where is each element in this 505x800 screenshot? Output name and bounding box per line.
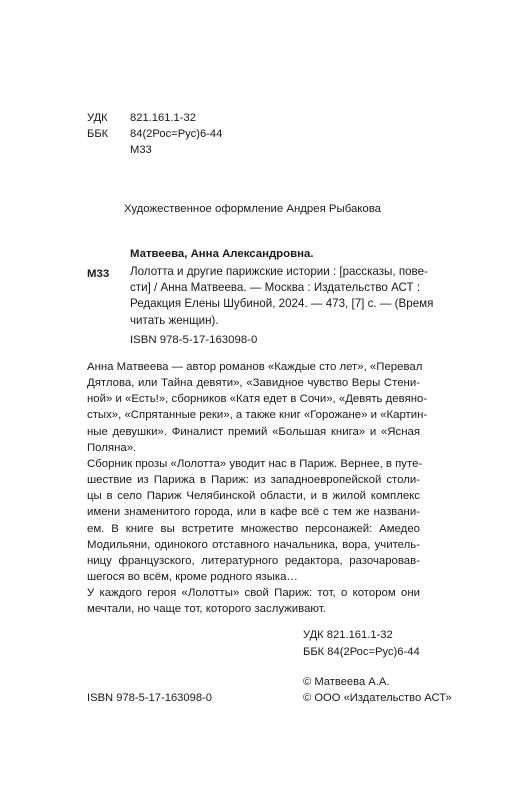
bbk-label: ББК: [87, 128, 109, 140]
annotation-line: Анна Матвеева — автор романов «Каждые сто лет», «Перевал: [87, 361, 423, 373]
bib-line: сти] / Анна Матвеева. — Москва : Издательство АСТ :: [130, 281, 421, 295]
annotation-line: Поляна».: [87, 441, 137, 454]
design-credits: Художественное оформление Андрея Рыбакова: [123, 203, 382, 215]
annotation-line: ницу французского, литературного редактора, разочаровав-: [87, 554, 420, 567]
annotation-line: Дятлова, или Тайна девяти», «Завидное чувство Веры Стени-: [87, 377, 420, 390]
footer-isbn: ISBN 978-5-17-163098-0: [87, 692, 213, 704]
annotation-line: мечтали, но чаще тот, которого заслуживают.: [87, 603, 326, 616]
footer-udk: УДК 821.161.1-32: [303, 629, 393, 641]
annotation-line: ные девушки». Финалист премий «Большая книга» и «Ясная: [87, 425, 420, 438]
copyright-author: © Матвеева А.А.: [303, 676, 390, 688]
author-heading: Матвеева, Анна Александровна.: [130, 248, 314, 260]
annotation: [87, 359, 428, 618]
udk-label: УДК: [87, 112, 108, 124]
annotation-line: ем. В книге вы встретите множество персонажей: Амедео: [87, 522, 420, 535]
isbn-record: ISBN 978-5-17-163098-0: [130, 334, 258, 346]
bib-line: Редакция Елены Шубиной, 2024. — 473, [7] с. — (Время: [130, 297, 434, 311]
annotation-line: шествие из Парижа в Париж: из западноевропейской столи-: [87, 474, 420, 487]
author-sign-top: М33: [130, 144, 152, 156]
bib-line: Лолотта и другие парижские истории : [рассказы, пове-: [130, 265, 428, 278]
annotation-line: шегося во всём, кроме родного языка…: [87, 571, 298, 584]
annotation-line: цы в село Париж Челябинской области, и в жилой комплекс: [87, 490, 420, 503]
annotation-line: Модильяни, одинокого отставного начальника, вора, учитель-: [87, 538, 420, 551]
annotation-line: У каждого героя «Лолотты» свой Париж: тот, о котором они: [87, 587, 420, 600]
annotation-line: стых», «Спрятанные реки», а также книг «Горожане» и «Картин-: [87, 409, 428, 422]
footer-bbk: ББК 84(2Рос=Рус)6-44: [303, 646, 420, 658]
udk-value: 821.161.1-32: [130, 112, 196, 124]
annotation-line: имени знаменитого города, или в кафе всё с тем же названи-: [87, 506, 420, 519]
copyright-publisher: © ООО «Издательство АСТ»: [303, 692, 452, 704]
bbk-value: 84(2Рос=Рус)6-44: [130, 128, 223, 140]
annotation-line: Сборник прозы «Лолотта» уводит нас в Париж. Вернее, в путе-: [87, 457, 423, 470]
bibliographic-description: [130, 264, 434, 329]
author-sign: М33: [87, 268, 110, 280]
bib-line: читать женщин).: [130, 313, 219, 327]
annotation-line: ной» и «Есть!», сборников «Катя едет в Сочи», «Девять девяно-: [87, 393, 428, 406]
